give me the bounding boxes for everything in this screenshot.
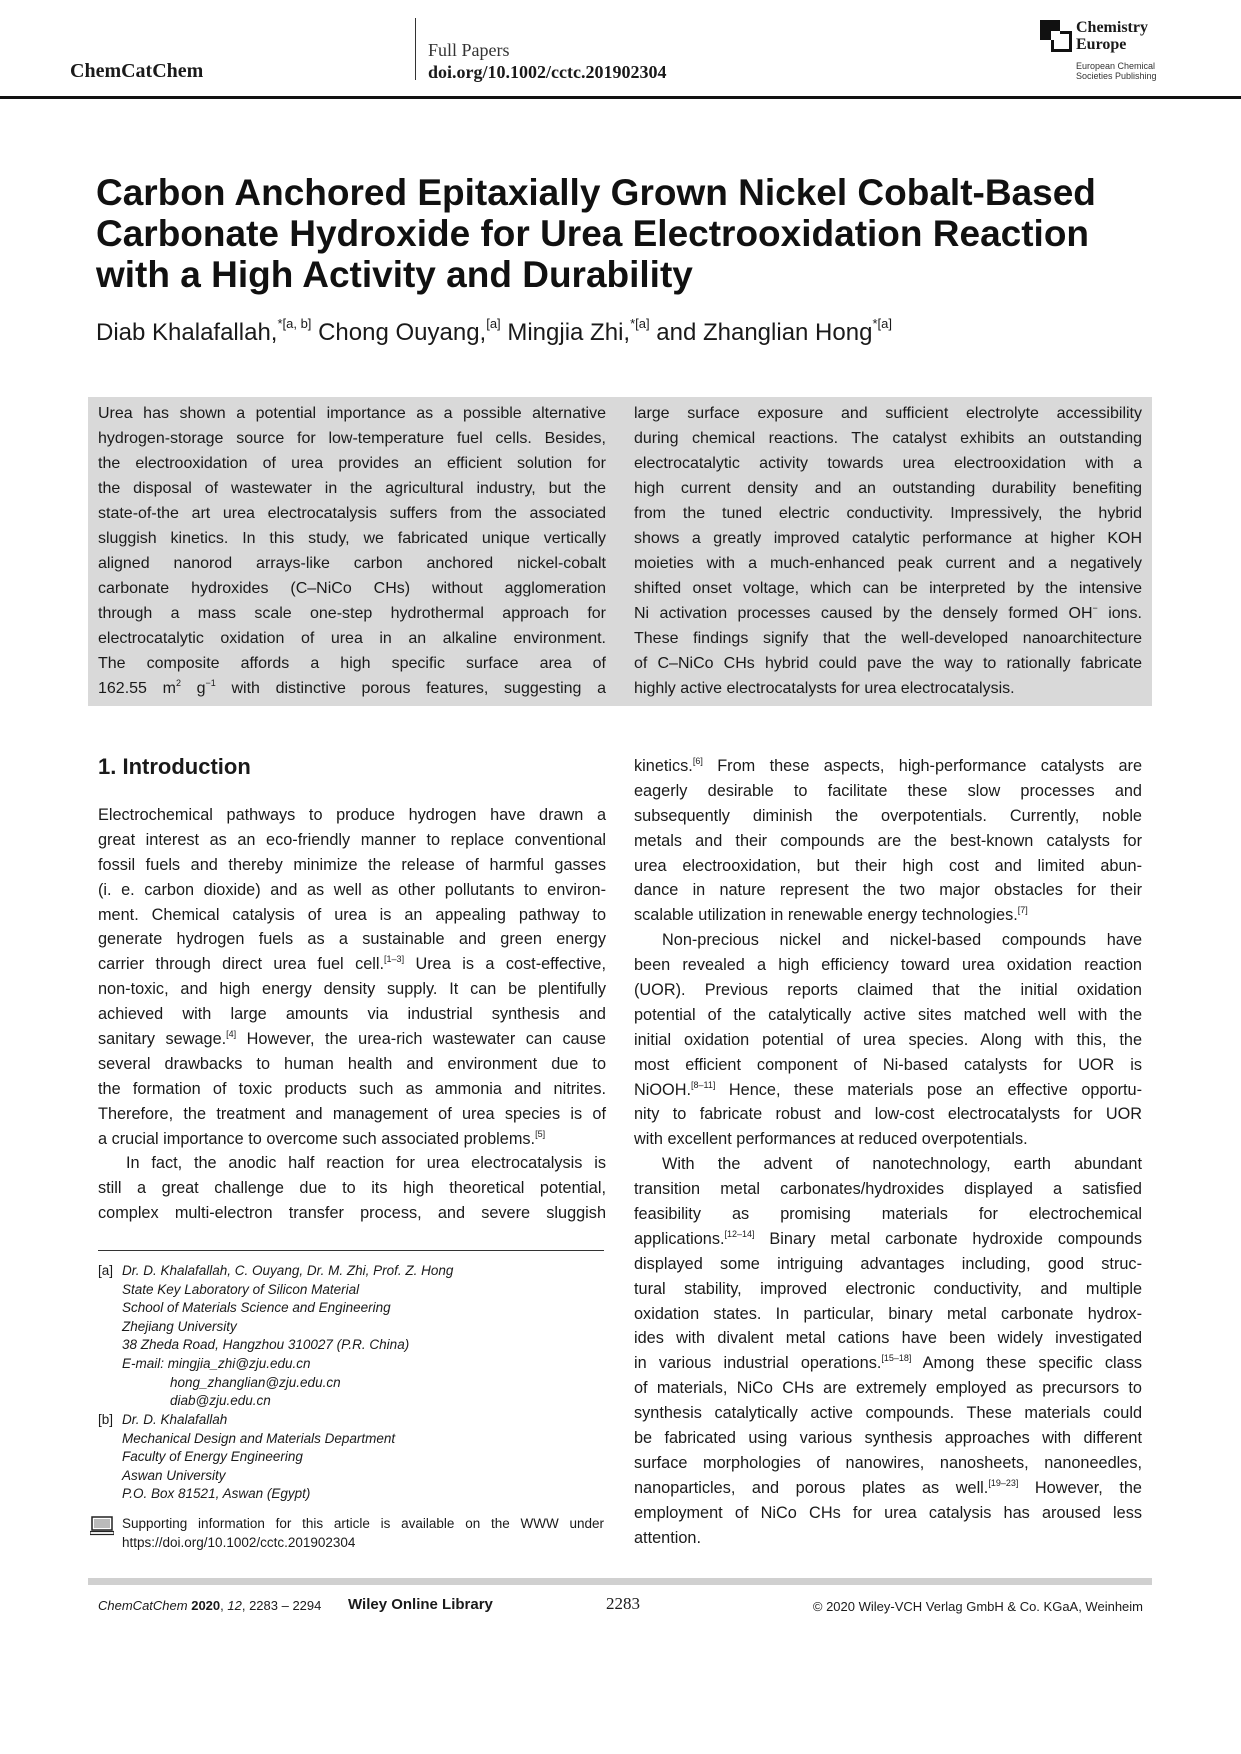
body-text-line: in various industrial operations.[15–18] Among these specific class	[634, 1353, 1142, 1373]
affiliation-line: 38 Zheda Road, Hangzhou 310027 (P.R. China)	[122, 1337, 410, 1353]
title-line: Carbonate Hydroxide for Urea Electrooxidation Reaction	[96, 213, 1090, 254]
author-mark: *[a]	[630, 316, 650, 331]
footer-rule	[88, 1578, 1152, 1585]
computer-icon	[90, 1516, 114, 1536]
body-text-line: been revealed a high efficiency toward urea oxidation reaction	[634, 956, 1142, 975]
doi-link[interactable]: doi.org/10.1002/cctc.201902304	[428, 62, 667, 82]
affiliation-line: Dr. D. Khalafallah	[122, 1412, 228, 1427]
body-text-line: carrier through direct urea fuel cell.[1–3] Urea is a cost-effective,	[98, 954, 606, 974]
body-text-line: feasibility as promising materials for electrochemical	[634, 1205, 1142, 1224]
affiliation-line: Dr. D. Khalafallah, C. Ouyang, Dr. M. Zhi, Prof. Z. Hong	[122, 1263, 454, 1278]
body-text-line: With the advent of nanotechnology, earth abundant	[662, 1155, 1142, 1174]
body-text-line: urea electrooxidation, but their high cost and limited abun-	[634, 856, 1142, 875]
intro-left-column	[98, 803, 606, 1226]
affiliation-line: P.O. Box 81521, Aswan (Egypt)	[122, 1486, 311, 1502]
citation-reference[interactable]: [19–23]	[988, 1477, 1019, 1488]
body-text-line: Non-precious nickel and nickel-based compounds have	[662, 931, 1142, 950]
logo-subtitle-line1: European Chemical	[1076, 61, 1156, 71]
body-text-line: be fabricated using various synthesis approaches with different	[634, 1429, 1142, 1448]
body-text-line: nanoparticles, and porous plates as well.[19–23] However, the	[634, 1477, 1142, 1497]
body-text-line: In fact, the anodic half reaction for urea electrocatalysis is	[126, 1154, 606, 1173]
body-text-line: nity to fabricate robust and low-cost electrocatalysts for UOR	[634, 1105, 1142, 1124]
abstract-line: the disposal of wastewater in the agricultural industry, but the	[98, 480, 606, 497]
affiliation-tag: [a]	[98, 1263, 114, 1278]
abstract-line: of C–NiCo CHs hybrid could pave the way to rationally fabricate	[634, 655, 1142, 672]
body-text-line: metals and their compounds are the best-known catalysts for	[634, 831, 1142, 850]
author-mark: *[a]	[872, 316, 892, 331]
body-text-line: great interest as an eco-friendly manner to replace conventional	[98, 830, 606, 849]
body-text-line: tural stability, improved electronic conductivity, and multiple	[634, 1279, 1142, 1298]
journal-name: ChemCatChem	[70, 60, 204, 82]
body-text-line: the formation of toxic products such as ammonia and nitrites.	[98, 1079, 606, 1098]
abstract-line: shifted onset voltage, which can be interpreted by the intensive	[634, 580, 1142, 597]
supporting-info-line: Supporting information for this article is available on the WWW under	[122, 1516, 604, 1531]
citation-reference[interactable]: [5]	[535, 1128, 546, 1139]
title-line: with a High Activity and Durability	[96, 254, 693, 295]
abstract-line: during chemical reactions. The catalyst exhibits an outstanding	[634, 430, 1142, 447]
body-text-line: synthesis catalytically active compounds. These materials could	[634, 1404, 1142, 1423]
body-text-line: eagerly desirable to facilitate these slow processes and	[634, 781, 1142, 800]
abstract-right-column	[634, 401, 1142, 701]
abstract-line: moieties with a much-enhanced peak current and a negatively	[634, 555, 1142, 572]
abstract-line: the electrooxidation of urea provides an efficient solution for	[98, 455, 606, 472]
body-text-line: employment of NiCo CHs for urea catalysis has aroused less	[634, 1503, 1142, 1522]
citation-reference[interactable]: [8–11]	[690, 1079, 716, 1090]
footer-citation: ChemCatChem 2020, 12, 2283 – 2294	[98, 1598, 322, 1613]
abstract-line: Urea has shown a potential importance as a possible alternative	[98, 405, 606, 422]
author-name: Mingjia Zhi,	[507, 319, 631, 346]
body-text-line: still a great challenge due to its high theoretical potential,	[98, 1179, 606, 1198]
abstract-line: highly active electrocatalysts for urea electrocatalysis.	[634, 680, 1015, 697]
body-text-line: transition metal carbonates/hydroxides displayed a satisfied	[634, 1180, 1142, 1199]
affiliation-line: Zhejiang University	[122, 1318, 237, 1334]
citation-reference[interactable]: [4]	[226, 1029, 237, 1040]
chemistry-europe-logo-icon	[1040, 20, 1072, 52]
body-text-line: Electrochemical pathways to produce hydrogen have drawn a	[98, 806, 606, 824]
affiliation-a	[122, 1262, 453, 1411]
body-text-line: dance in nature represent the two major obstacles for their	[634, 881, 1142, 900]
body-text-line: (UOR). Previous reports claimed that the initial oxidation	[634, 981, 1142, 1000]
author-name: Chong Ouyang,	[318, 319, 487, 346]
body-text-line: most efficient component of Ni-based catalysts for UOR is	[634, 1055, 1142, 1074]
body-text-line: of materials, NiCo CHs are extremely employed as precursors to	[634, 1379, 1142, 1398]
abstract-line: through a mass scale one-step hydrothermal approach for	[98, 605, 606, 622]
body-text-line: applications.[12–14] Binary metal carbonate hydroxide compounds	[634, 1228, 1142, 1248]
body-text-line: NiOOH.[8–11] Hence, these materials pose an effective opportu-	[634, 1079, 1142, 1099]
email-link[interactable]: hong_zhanglian@zju.edu.cn	[170, 1374, 341, 1390]
citation-reference[interactable]: [15–18]	[881, 1353, 912, 1364]
abstract-line: state-of-the art urea electrocatalysis suffers from the associated	[98, 505, 606, 522]
affiliation-tag: [b]	[98, 1412, 114, 1427]
abstract-line: from the tuned electric conductivity. Impressively, the hybrid	[634, 505, 1142, 522]
citation-reference[interactable]: [6]	[692, 756, 703, 766]
affiliation-line: School of Materials Science and Engineering	[122, 1300, 391, 1316]
body-text-line: potential of the catalytically active sites matched well with the	[634, 1005, 1142, 1024]
abstract-line: electrocatalytic oxidation of urea in an alkaline environment.	[98, 630, 606, 647]
affiliation-line: E-mail: mingjia_zhi@zju.edu.cn	[122, 1355, 311, 1371]
body-text-line: fossil fuels and thereby minimize the release of harmful gasses	[98, 855, 606, 874]
body-text-line: complex multi-electron transfer process, and severe sluggish	[98, 1204, 606, 1223]
supporting-info	[122, 1515, 604, 1552]
logo-name-line1: Chemistry	[1076, 19, 1148, 36]
body-text-line: initial oxidation potential of urea species. Along with this, the	[634, 1030, 1142, 1049]
body-text-line: kinetics.[6] From these aspects, high-performance catalysts are	[634, 756, 1142, 775]
body-text-line: ides with divalent metal cations have been widely investigated	[634, 1329, 1142, 1348]
body-text-line: displayed some intriguing advantages including, good struc-	[634, 1254, 1142, 1273]
page-number: 2283	[606, 1594, 640, 1613]
abstract-line: The composite affords a high specific surface area of	[98, 655, 606, 672]
author-name: and Zhanglian Hong	[656, 319, 873, 346]
email-link[interactable]: diab@zju.edu.cn	[170, 1393, 271, 1409]
copyright: © 2020 Wiley-VCH Verlag GmbH & Co. KGaA, Weinheim	[812, 1599, 1143, 1614]
abstract-line: hydrogen-storage source for low-temperature fuel cells. Besides,	[98, 430, 606, 447]
header-divider	[415, 18, 416, 80]
body-text-line: ment. Chemical catalysis of urea is an appealing pathway to	[98, 905, 606, 924]
affiliation-line: State Key Laboratory of Silicon Material	[122, 1281, 360, 1297]
affiliation-line: Mechanical Design and Materials Department	[122, 1430, 396, 1446]
wiley-online-library-link[interactable]: Wiley Online Library	[348, 1596, 493, 1613]
abstract-line: These findings signify that the well-developed nanoarchitecture	[634, 630, 1142, 647]
footnote-rule	[98, 1250, 604, 1251]
affiliation-line: Faculty of Energy Engineering	[122, 1449, 303, 1465]
author-mark: [a]	[486, 316, 501, 331]
logo-subtitle-line2: Societies Publishing	[1076, 71, 1157, 81]
citation-reference[interactable]: [7]	[1017, 905, 1028, 916]
body-text-line: a crucial importance to overcome such associated problems.[5]	[98, 1128, 546, 1148]
author-mark: *[a, b]	[277, 316, 312, 331]
body-text-line: several drawbacks to human health and environment due to	[98, 1054, 606, 1073]
abstract-line: shows a greatly improved catalytic performance at higher KOH	[634, 530, 1142, 547]
body-text-line: attention.	[634, 1528, 701, 1547]
author-list	[96, 316, 892, 347]
abstract-line: Ni activation processes caused by the densely formed OH− ions.	[634, 603, 1142, 622]
abstract-line: large surface exposure and sufficient electrolyte accessibility	[634, 405, 1142, 422]
abstract-line: carbonate hydroxides (C–NiCo CHs) without agglomeration	[98, 580, 606, 597]
intro-right-column	[634, 754, 1142, 1551]
body-text-line: oxidation states. In particular, binary metal carbonate hydrox-	[634, 1304, 1142, 1323]
citation-reference[interactable]: [12–14]	[724, 1228, 755, 1239]
abstract-line: aligned nanorod arrays-like carbon anchored nickel-cobalt	[98, 555, 606, 572]
article-type: Full Papers	[428, 40, 510, 60]
body-text-line: non-toxic, and high energy density supply. It can be plentifully	[98, 980, 606, 999]
author-name: Diab Khalafallah,	[96, 319, 278, 346]
affiliation-line: Aswan University	[122, 1467, 226, 1483]
body-text-line: achieved with large amounts via industrial synthesis and	[98, 1005, 606, 1024]
body-text-line: sanitary sewage.[4] However, the urea-rich wastewater can cause	[98, 1029, 606, 1049]
header-rule	[0, 96, 1241, 99]
abstract-line: high current density and an outstanding durability benefiting	[634, 480, 1142, 497]
section-heading: 1. Introduction	[98, 754, 251, 779]
supporting-info-url[interactable]: https://doi.org/10.1002/cctc.201902304	[122, 1534, 356, 1550]
body-text-line: generate hydrogen fuels as a sustainable and green energy	[98, 930, 606, 949]
body-text-line: with excellent performances at reduced overpotentials.	[634, 1130, 1028, 1149]
body-text-line: surface morphologies of nanowires, nanosheets, nanoneedles,	[634, 1453, 1142, 1472]
body-text-line: Therefore, the treatment and management of urea species is of	[98, 1104, 606, 1123]
abstract-line: electrocatalytic activity towards urea electrooxidation with a	[634, 455, 1142, 472]
citation-reference[interactable]: [1–3]	[384, 954, 405, 965]
article-title	[96, 172, 1156, 295]
body-text-line: scalable utilization in renewable energy technologies.[7]	[634, 905, 1028, 925]
abstract-line: sluggish kinetics. In this study, we fabricated unique vertically	[98, 530, 606, 547]
affiliation-b	[122, 1411, 395, 1504]
body-text-line: subsequently diminish the overpotentials. Currently, noble	[634, 806, 1142, 825]
body-text-line: (i. e. carbon dioxide) and as well as other pollutants to environ-	[98, 880, 606, 899]
abstract-left-column	[98, 401, 606, 701]
title-line: Carbon Anchored Epitaxially Grown Nickel Cobalt-Based	[96, 172, 1096, 213]
logo-name-line2: Europe	[1076, 36, 1127, 53]
abstract-line: 162.55 $m^2$ $g^{-1}$ with distinctive porous features, suggesting a	[98, 678, 606, 697]
